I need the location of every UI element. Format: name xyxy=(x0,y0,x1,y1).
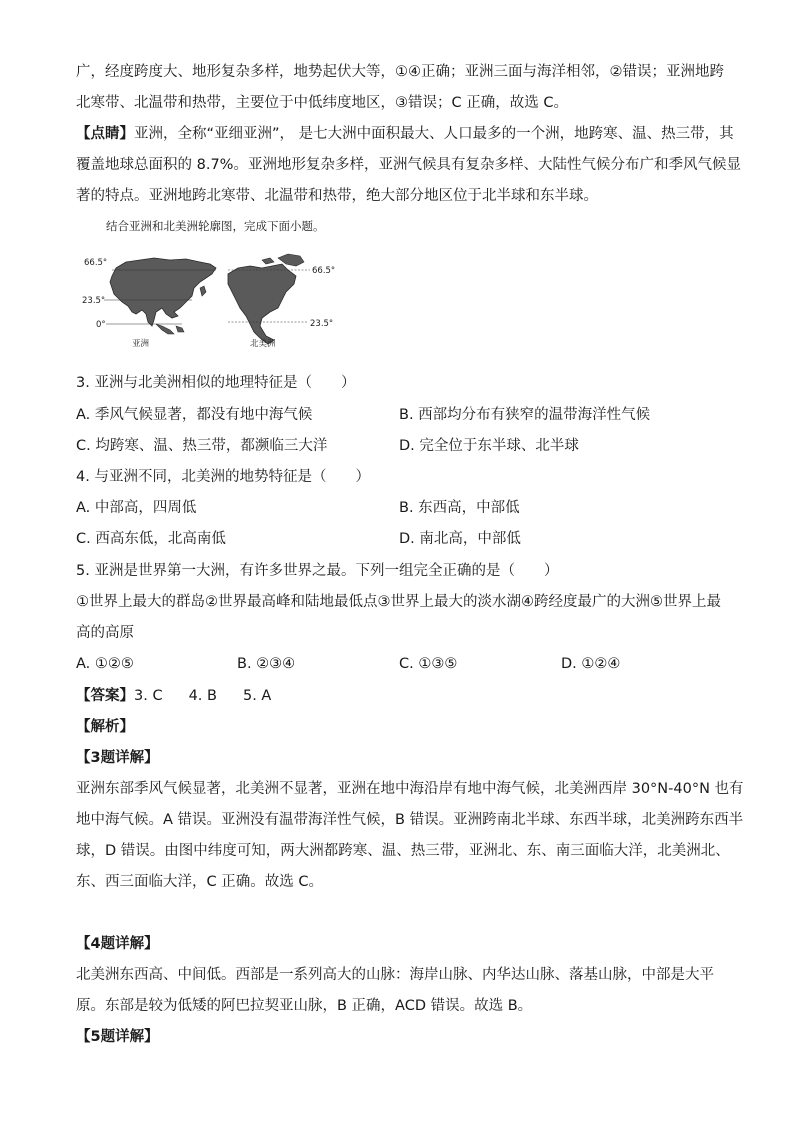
na-lat-665-label: 66.5° xyxy=(312,266,336,276)
answer-line xyxy=(76,686,271,706)
paragraph-line: 广，经度跨度大、地形复杂多样，地势起伏大等，①④正确；亚洲三面与海洋相邻，②错误；亚洲地跨 xyxy=(76,64,724,80)
paragraph-line: 覆盖地球总面积的 8.7%。亚洲地形复杂多样，亚洲气候具有复杂多样、大陆性气候分布广和季风气候显 xyxy=(76,157,741,173)
asia-lat-235-label: 23.5° xyxy=(82,296,106,306)
option-c: C. ①③⑤ xyxy=(399,656,458,672)
explanation-line: 北美洲东西高、中间低。西部是一系列高大的山脉：海岸山脉、内华达山脉、落基山脉，中部是大平 xyxy=(76,967,714,983)
asia-lat-0-label: 0° xyxy=(96,320,106,330)
continent-outline-map xyxy=(82,252,344,352)
figure-caption: 结合亚洲和北美洲轮廓图，完成下面小题。 xyxy=(106,219,325,233)
answer-5: 5. A xyxy=(242,688,272,704)
question-stem: 5. 亚洲是世界第一大洲，有许多世界之最。下列一组完全正确的是（ ） xyxy=(76,563,559,579)
na-lat-235-label: 23.5° xyxy=(310,319,334,329)
detail-heading-4: 【4题详解】 xyxy=(76,936,159,952)
question-stem: 4. 与亚洲不同，北美洲的地势特征是（ ） xyxy=(76,469,370,485)
option-c: C. 均跨寒、温、热三带，都濒临三大洋 xyxy=(76,438,328,454)
question-items: ①世界上最大的群岛②世界最高峰和陆地最低点③世界上最大的淡水湖④跨经度最广的大洲⑤世界上最 xyxy=(76,594,721,610)
analysis-label: 【解析】 xyxy=(76,719,134,735)
explanation-line: 原。东部是较为低矮的阿巴拉契亚山脉，B 正确，ACD 错误。故选 B。 xyxy=(76,998,533,1014)
asia-outline xyxy=(82,258,216,349)
explanation-line: 地中海气候。A 错误。亚洲没有温带海洋性气候，B 错误。亚洲跨南北半球、东西半球，北美洲跨东西半 xyxy=(76,812,744,828)
option-b: B. 西部均分布有狭窄的温带海洋性气候 xyxy=(399,407,651,423)
option-a: A. 季风气候显著，都没有地中海气候 xyxy=(76,407,313,423)
option-b: B. ②③④ xyxy=(237,656,296,672)
paragraph-line: 著的特点。亚洲地跨北寒带、北温带和热带，绝大部分地区位于北半球和东半球。 xyxy=(76,188,598,204)
explanation-line: 球，D 错误。由图中纬度可知，两大洲都跨寒、温、热三带，亚洲北、东、南三面临大洋，北美洲北、 xyxy=(76,843,730,859)
option-d: D. ①②④ xyxy=(561,656,621,672)
option-d: D. 南北高，中部低 xyxy=(399,531,521,547)
note-text: 亚洲，全称“亚细亚洲”， 是七大洲中面积最大、人口最多的一个洲，地跨寒、温、热三带，其 xyxy=(134,126,734,142)
north-america-outline xyxy=(228,254,335,349)
answer-3: 3. C xyxy=(134,688,163,704)
option-b: B. 东西高，中部低 xyxy=(399,500,520,516)
paragraph-line: 北寒带、北温带和热带，主要位于中低纬度地区，③错误；C 正确，故选 C。 xyxy=(76,95,568,111)
option-a: A. 中部高，四周低 xyxy=(76,500,197,516)
option-a: A. ①②⑤ xyxy=(76,656,134,672)
asia-name-label: 亚洲 xyxy=(132,339,150,349)
option-d: D. 完全位于东半球、北半球 xyxy=(399,438,579,454)
na-name-label: 北美洲 xyxy=(250,339,276,349)
explanation-line: 东、西三面临大洋，C 正确。故选 C。 xyxy=(76,874,323,890)
answer-4: 4. B xyxy=(188,688,217,704)
answer-label: 【答案】 xyxy=(76,688,134,704)
explanation-line: 亚洲东部季风气候显著，北美洲不显著，亚洲在地中海沿岸有地中海气候，北美洲西岸 30°N-40°N 也有 xyxy=(76,781,744,797)
option-c: C. 西高东低，北高南低 xyxy=(76,531,226,547)
question-items: 高的高原 xyxy=(76,625,134,641)
note-line xyxy=(76,124,734,144)
question-stem: 3. 亚洲与北美洲相似的地理特征是（ ） xyxy=(76,375,356,391)
detail-heading-3: 【3题详解】 xyxy=(76,750,159,766)
note-label: 【点睛】 xyxy=(76,126,134,142)
asia-lat-665-label: 66.5° xyxy=(84,258,108,268)
detail-heading-5: 【5题详解】 xyxy=(76,1029,159,1045)
